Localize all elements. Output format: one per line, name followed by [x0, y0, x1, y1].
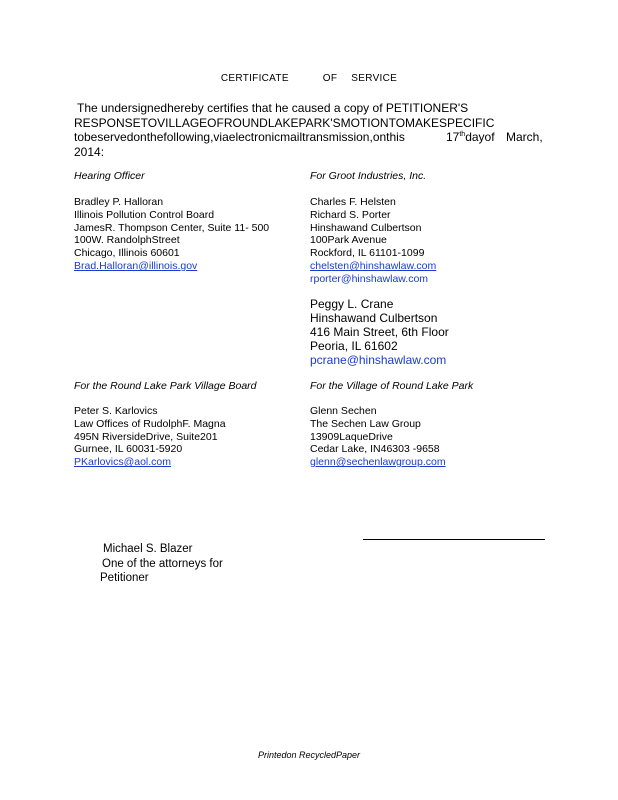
- signature-line: [363, 539, 545, 540]
- hearing-officer-org: Illinois Pollution Control Board: [74, 208, 215, 221]
- hearing-officer-city: Chicago, Illinois 60601: [74, 247, 180, 260]
- village-firm: The Sechen Law Group: [310, 417, 421, 430]
- hearing-officer-name: Bradley P. Halloran: [74, 196, 164, 208]
- groot-email-1-link[interactable]: chelsten@hinshawlaw.com: [310, 259, 437, 272]
- crane-block: [310, 297, 449, 367]
- village-block: [310, 405, 446, 469]
- village-board-email-link[interactable]: PKarlovics@aol.com: [74, 456, 172, 469]
- signature-block: [98, 542, 223, 586]
- intro-line-1: The undersignedhereby certifies that he caused a copy of PETITIONER'S: [77, 101, 469, 115]
- village-board-block: [74, 405, 226, 469]
- intro-dayof: dayof: [465, 130, 495, 144]
- title-word-certificate: CERTIFICATE: [220, 73, 289, 84]
- village-heading: For the Village of Round Lake Park: [310, 380, 474, 392]
- village-board-city: Gurnee, IL 60031-5920: [74, 443, 183, 456]
- hearing-officer-address2: 100W. RandolphStreet: [74, 234, 180, 247]
- crane-firm: Hinshawand Culbertson: [310, 311, 438, 325]
- intro-day-suffix: th: [459, 131, 466, 138]
- hearing-officer-address1: JamesR. Thompson Center, Suite 11- 500: [74, 221, 270, 234]
- signature-role-1: One of the attorneys for: [102, 557, 223, 570]
- village-board-name: Peter S. Karlovics: [74, 405, 158, 417]
- intro-day: 17: [446, 130, 460, 144]
- title-word-service: SERVICE: [351, 73, 398, 84]
- crane-city: Peoria, IL 61602: [310, 339, 398, 353]
- intro-paragraph: [74, 101, 552, 159]
- groot-email-2-link[interactable]: rporter@hinshawlaw.com: [310, 272, 429, 285]
- village-email-link[interactable]: glenn@sechenlawgroup.com: [310, 456, 446, 469]
- hearing-officer-email-link[interactable]: Brad.Halloran@illinois.gov: [74, 259, 198, 272]
- certificate-title: [0, 73, 618, 84]
- groot-block: [310, 196, 436, 286]
- crane-email-link[interactable]: pcrane@hinshawlaw.com: [310, 353, 447, 367]
- groot-firm: Hinshawand Culbertson: [310, 221, 422, 234]
- intro-line-3: [74, 130, 552, 145]
- title-word-of: OF: [322, 73, 338, 84]
- crane-name: Peggy L. Crane: [310, 297, 394, 311]
- village-board-firm: Law Offices of RudolphF. Magna: [74, 417, 226, 430]
- groot-address: 100Park Avenue: [310, 234, 387, 247]
- groot-city: Rockford, IL 61101-1099: [310, 247, 425, 260]
- signature-name: Michael S. Blazer: [103, 543, 193, 555]
- crane-address: 416 Main Street, 6th Floor: [310, 325, 449, 339]
- groot-name-1: Charles F. Helsten: [310, 196, 396, 208]
- groot-heading: For Groot Industries, Inc.: [310, 170, 427, 182]
- groot-name-2: Richard S. Porter: [310, 208, 391, 221]
- intro-year: 2014:: [74, 144, 105, 159]
- signature-role-2: Petitioner: [100, 572, 149, 584]
- village-board-address: 495N RiversideDrive, Suite201: [74, 430, 218, 443]
- hearing-officer-heading: Hearing Officer: [74, 170, 145, 182]
- village-address: 13909LaqueDrive: [310, 430, 393, 443]
- intro-line-2: RESPONSETOVILLAGEOFROUNDLAKEPARK'SMOTIONTOMAKESPECIFIC: [74, 115, 495, 130]
- village-name: Glenn Sechen: [310, 405, 377, 417]
- intro-month: March,: [506, 130, 543, 144]
- intro-line-3-text: tobeservedonthefollowing,viaelectronicmailtransmission,onthis: [74, 130, 405, 144]
- village-city: Cedar Lake, IN46303 -9658: [310, 443, 440, 456]
- hearing-officer-block: [74, 196, 269, 273]
- village-board-heading: For the Round Lake Park Village Board: [74, 380, 257, 392]
- footer-note: Printedon RecycledPaper: [257, 750, 361, 760]
